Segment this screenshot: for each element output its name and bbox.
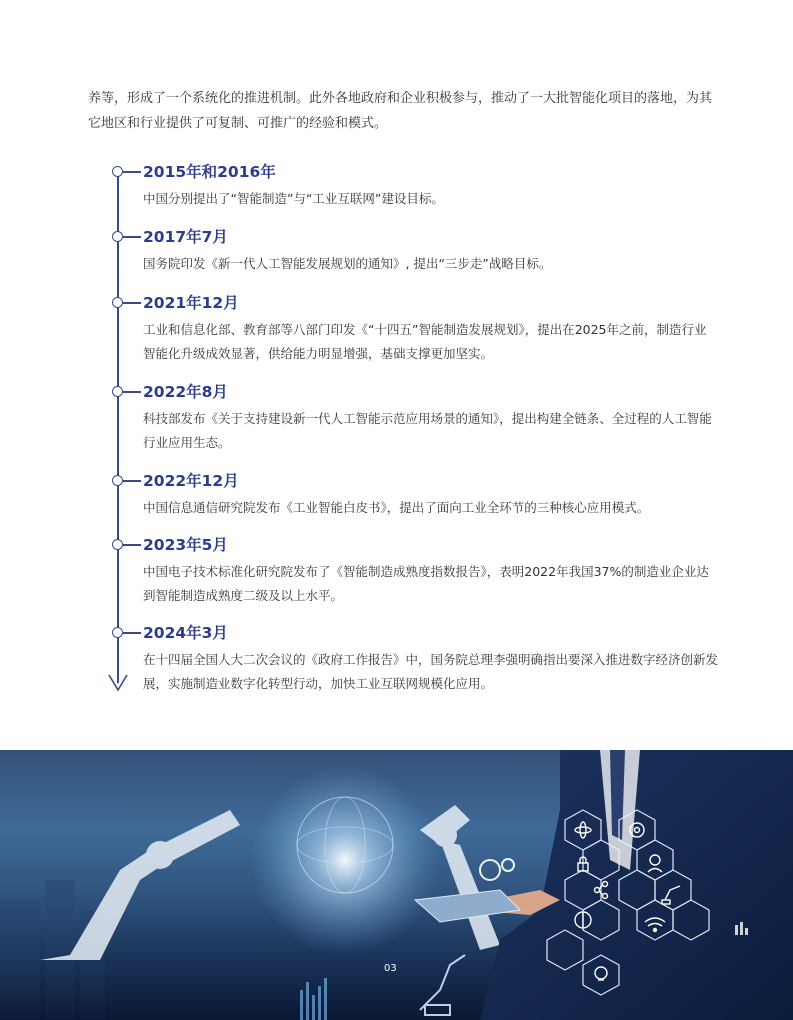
timeline-node (112, 166, 123, 177)
timeline-node (112, 386, 123, 397)
timeline-node (112, 539, 123, 550)
page-number: 03 (384, 963, 397, 974)
event-date: 2023年5月 (143, 536, 228, 554)
smart-factory-photo (0, 750, 793, 1020)
timeline-node (112, 475, 123, 486)
event-date: 2017年7月 (143, 228, 228, 246)
event-date: 2015年和2016年 (143, 163, 276, 181)
event-description: 中国电子技术标准化研究院发布了《智能制造成熟度指数报告》，表明2022年我国37%的制造业企业达到智能制造成熟度二级及以上水平。 (143, 564, 709, 603)
timeline-node (112, 627, 123, 638)
event-description: 国务院印发《新一代人工智能发展规划的通知》, 提出“三步走”战略目标。 (143, 256, 552, 271)
event-date: 2022年8月 (143, 383, 228, 401)
event-description: 中国信息通信研究院发布《工业智能白皮书》，提出了面向工业全环节的三种核心应用模式。 (143, 500, 650, 515)
event-description: 中国分别提出了“智能制造”与“工业互联网”建设目标。 (143, 191, 444, 206)
event-date: 2024年3月 (143, 624, 228, 642)
intro-paragraph: 养等，形成了一个系统化的推进机制。此外各地政府和企业积极参与，推动了一大批智能化项目的落地，为其它地区和行业提供了可复制、可推广的经验和模式。 (88, 91, 713, 131)
event-description: 科技部发布《关于支持建设新一代人工智能示范应用场景的通知》，提出构建全链条、全过程的人工智能行业应用生态。 (143, 411, 712, 450)
event-description: 工业和信息化部、教育部等八部门印发《“十四五”智能制造发展规划》，提出在2025年之前，制造行业智能化升级成效显著，供给能力明显增强，基础支撑更加坚实。 (143, 322, 707, 361)
timeline-arrow-icon (108, 672, 128, 692)
event-date: 2022年12月 (143, 472, 239, 490)
event-description: 在十四届全国人大二次会议的《政府工作报告》中，国务院总理李强明确指出要深入推进数字经济创新发展，实施制造业数字化转型行动，加快工业互联网规模化应用。 (143, 652, 719, 691)
timeline-line (117, 171, 119, 683)
timeline-node (112, 231, 123, 242)
timeline-node (112, 297, 123, 308)
event-date: 2021年12月 (143, 294, 239, 312)
